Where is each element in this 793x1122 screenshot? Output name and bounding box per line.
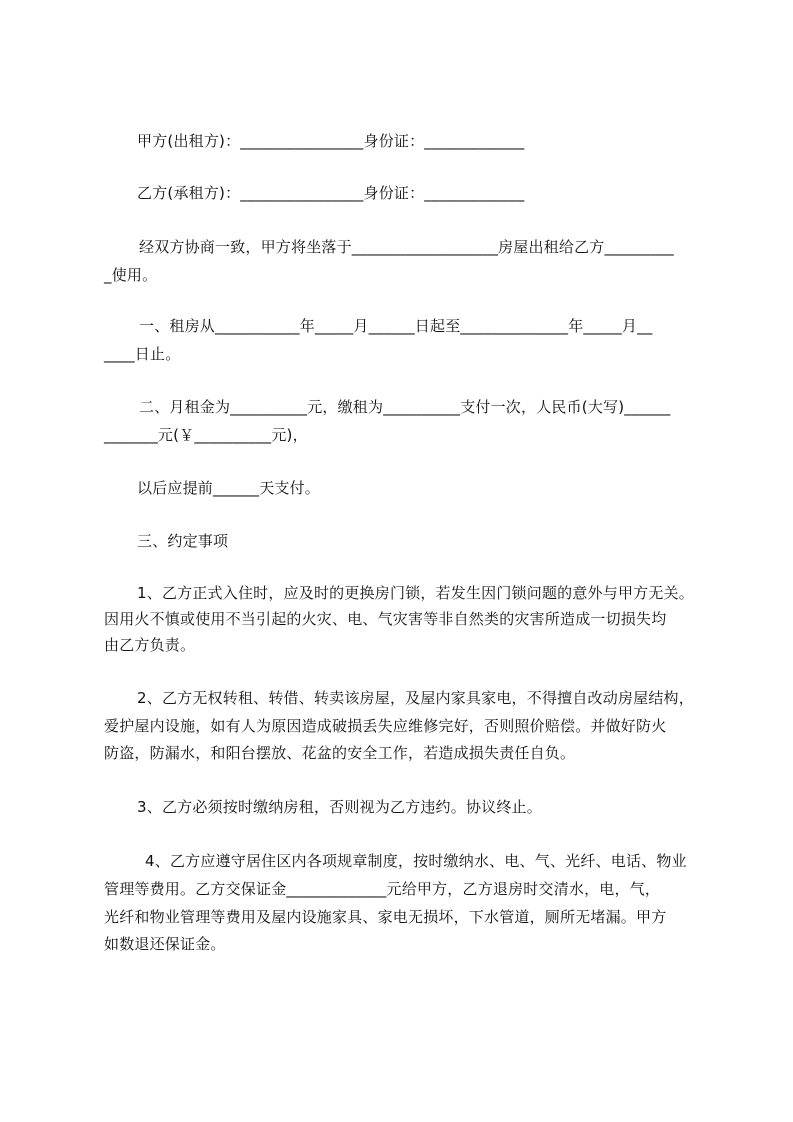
- intro-line-1: 经双方协商一致，甲方将坐落于___________________房屋出租给乙方_________: [139, 238, 674, 256]
- party-a-line: 甲方(出租方)：________________身份证：_____________: [137, 132, 525, 150]
- item1-line-3: 由乙方负责。: [104, 636, 196, 654]
- clause1-line-2: ____日止。: [104, 345, 181, 363]
- item1-line-1: 1、乙方正式入住时，应及时的更换房门锁，若发生因门锁问题的意外与甲方无关。: [137, 584, 694, 602]
- item4-line-3: 光纤和物业管理等费用及屋内设施家具、家电无损坏，下水管道，厕所无堵漏。甲方: [104, 908, 667, 926]
- intro-line-2: _使用。: [104, 266, 158, 284]
- item2-line-3: 防盗，防漏水，和阳台摆放、花盆的安全工作，若造成损失责任自负。: [104, 744, 576, 762]
- section3-title: 三、约定事项: [137, 532, 229, 550]
- clause2-line-2: _______元(￥__________元)，: [104, 426, 308, 444]
- item4-line-4: 如数退还保证金。: [104, 935, 226, 953]
- item4-line-2: 管理等费用。乙方交保证金_____________元给甲方，乙方退房时交清水，电，气，: [104, 880, 661, 898]
- item2-line-1: 2、乙方无权转租、转借、转卖该房屋，及屋内家具家电，不得擅自改动房屋结构，: [137, 689, 694, 707]
- item1-line-2: 因用火不慎或使用不当引起的火灾、电、气灾害等非自然类的灾害所造成一切损失均: [104, 610, 667, 628]
- item4-line-1: 4、乙方应遵守居住区内各项规章制度，按时缴纳水、电、气、光纤、电话、物业: [145, 852, 687, 870]
- item3-line: 3、乙方必须按时缴纳房租，否则视为乙方违约。协议终止。: [137, 798, 542, 816]
- advance-payment-line: 以后应提前______天支付。: [137, 479, 321, 497]
- party-b-line: 乙方(承租方)：________________身份证：_____________: [137, 184, 525, 202]
- clause1-line-1: 一、租房从___________年_____月______日起至______________年_____月__: [139, 317, 653, 335]
- item2-line-2: 爱护屋内设施，如有人为原因造成破损丢失应维修完好，否则照价赔偿。并做好防火: [104, 717, 667, 735]
- clause2-line-1: 二、月租金为__________元，缴租为__________支付一次，人民币(大写)______: [139, 398, 671, 416]
